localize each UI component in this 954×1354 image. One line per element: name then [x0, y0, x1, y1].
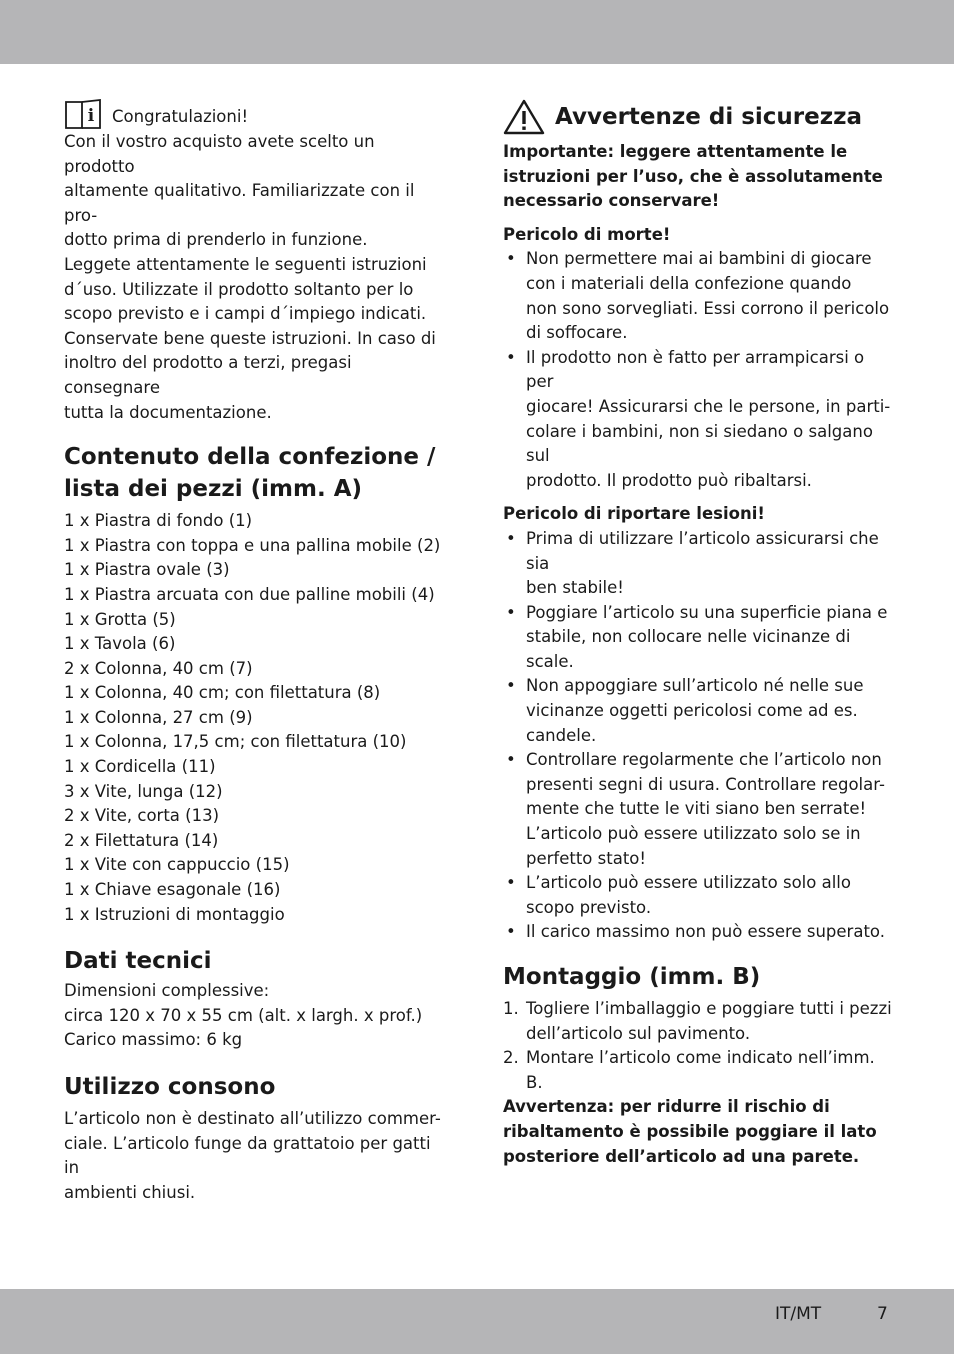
list-item-line: ben stabile! [526, 578, 624, 598]
assembly-heading: Montaggio (imm. B) [503, 964, 761, 990]
text-line: 2 x Vite, corta (13) [64, 806, 220, 826]
tech-text [64, 979, 444, 1053]
text-line: inoltro del prodotto a terzi, pregasi consegnare [64, 353, 352, 397]
list-item-line: presenti segni di usura. Controllare regolar- [526, 774, 885, 794]
text-line: 1 x Tavola (6) [64, 634, 176, 654]
text-line: istruzioni per l’uso, che è assolutamente [503, 166, 883, 186]
text-line: Leggete attentamente le seguenti istruzioni [64, 254, 427, 274]
text-line: necessario conservare! [503, 191, 720, 211]
list-item-line: • Poggiare l’articolo su una superficie piana e [526, 602, 888, 622]
step-line: dell’articolo sul pavimento. [526, 1023, 751, 1043]
list-item-line: stabile, non collocare nelle vicinanze di scale. [526, 627, 851, 671]
step-line: Togliere l’imballaggio e poggiare tutti i pezzi [526, 999, 892, 1018]
text-line: 1 x Piastra con toppa e una pallina mobile (2) [64, 535, 441, 555]
text-line: 1 x Istruzioni di montaggio [64, 904, 285, 924]
text-line: 1 x Piastra di fondo (1) [64, 511, 253, 531]
danger-heading: Pericolo di morte! [503, 224, 671, 244]
important-note [503, 140, 895, 214]
list-item-line: scopo previsto. [526, 897, 652, 917]
list-item [503, 674, 895, 748]
page-number: 7 [877, 1304, 888, 1324]
list-item-line: vicinanze oggetti pericolosi come ad es. [526, 701, 858, 721]
text-line: Carico massimo: 6 kg [64, 1030, 243, 1050]
intro-header [64, 96, 444, 130]
text-line: 3 x Vite, lunga (12) [64, 781, 223, 801]
list-item-line: colare i bambini, non si siedano o salgano sul [526, 421, 873, 466]
footer-language: IT/MT [775, 1304, 822, 1324]
text-line: tutta la documentazione. [64, 402, 272, 422]
text-line: 1 x Cordicella (11) [64, 757, 216, 777]
text-line: 1 x Grotta (5) [64, 609, 176, 629]
header-band [0, 0, 954, 64]
injury-list [503, 527, 895, 945]
step-line: Montare l’articolo come indicato nell’imm. B. [526, 1048, 875, 1092]
text-line: Dimensioni complessive: [64, 981, 270, 1001]
text-line: altamente qualitativo. Familiarizzate con il pro- [64, 181, 415, 225]
list-item-line: L’articolo può essere utilizzato solo se in [526, 824, 861, 844]
text-line: 1 x Vite con cappuccio (15) [64, 855, 290, 875]
text-line: posteriore dell’articolo ad una parete. [503, 1146, 860, 1166]
step-number: 2. [503, 1048, 519, 1068]
list-item-line: giocare! Assicurarsi che le persone, in parti- [526, 396, 891, 416]
contents-list [64, 509, 444, 927]
text-line: 1 x Colonna, 27 cm (9) [64, 707, 253, 727]
list-item [503, 601, 895, 675]
list-item-line: perfetto stato! [526, 848, 647, 868]
text-line: ribaltamento è possibile poggiare il lato [503, 1121, 877, 1141]
text-line: ambienti chiusi. [64, 1182, 196, 1202]
text-line: 2 x Filettatura (14) [64, 830, 219, 850]
info-book-icon [64, 98, 102, 130]
warning-triangle-icon [503, 98, 545, 136]
text-line: Importante: leggere attentamente le [503, 142, 848, 161]
list-item-line: di soffocare. [526, 323, 628, 343]
text-line: dotto prima di prenderlo in funzione. [64, 230, 368, 250]
use-text [64, 1107, 444, 1205]
list-item [503, 920, 895, 945]
assembly-step [503, 1046, 895, 1095]
list-item-line: non sono sorvegliati. Essi corrono il pericolo [526, 298, 890, 318]
right-column [503, 94, 895, 1169]
step-number: 1. [503, 999, 519, 1018]
list-item-line: con i materiali della confezione quando [526, 273, 852, 293]
text-line: 1 x Colonna, 40 cm; con filettatura (8) [64, 683, 381, 703]
text-line: 1 x Piastra arcuata con due palline mobili (4) [64, 584, 435, 604]
list-item-line: • Il carico massimo non può essere superato. [526, 922, 885, 942]
text-line: 1 x Piastra ovale (3) [64, 560, 230, 580]
list-item-line: prodotto. Il prodotto può ribaltarsi. [526, 470, 812, 490]
list-item [503, 871, 895, 920]
list-item [503, 247, 895, 345]
list-item [503, 748, 895, 871]
tech-heading: Dati tecnici [64, 948, 212, 975]
left-column [64, 96, 444, 1205]
text-line: 1 x Colonna, 17,5 cm; con filettatura (10) [64, 732, 407, 752]
list-item [503, 346, 895, 494]
text-line: ciale. L’articolo funge da grattatoio per gatti in [64, 1133, 431, 1178]
list-item [503, 527, 895, 601]
list-item-line: • Non permettere mai ai bambini di giocare [526, 249, 872, 269]
contents-heading: Contenuto della confezione / lista dei pezzi (imm. A) [64, 444, 436, 503]
injury-heading: Pericolo di riportare lesioni! [503, 504, 765, 524]
list-item-line: • Controllare regolarmente che l’articolo non [526, 750, 882, 770]
intro-text [64, 130, 444, 425]
list-item-line: mente che tutte le viti siano ben serrate! [526, 799, 867, 819]
list-item-line: • Prima di utilizzare l’articolo assicurarsi che sia [526, 528, 879, 573]
text-line: 2 x Colonna, 40 cm (7) [64, 658, 253, 678]
safety-heading: Avvertenze di sicurezza [555, 104, 863, 130]
text-line: Conservate bene queste istruzioni. In caso di [64, 328, 436, 348]
danger-list [503, 247, 895, 493]
text-line: d´uso. Utilizzate il prodotto soltanto per lo [64, 279, 414, 299]
svg-text:i: i [87, 106, 95, 126]
list-item-line: • Non appoggiare sull’articolo né nelle sue [526, 676, 864, 696]
text-line: scopo previsto e i campi d´impiego indicati. [64, 304, 427, 324]
use-heading: Utilizzo consono [64, 1074, 276, 1100]
text-line: circa 120 x 70 x 55 cm (alt. x largh. x prof.) [64, 1005, 423, 1025]
safety-header [503, 94, 895, 140]
text-line: Avvertenza: per ridurre il rischio di [503, 1097, 830, 1117]
assembly-warning [503, 1095, 895, 1169]
list-item-line: • L’articolo può essere utilizzato solo allo [526, 873, 851, 893]
assembly-step [503, 997, 895, 1046]
text-line: 1 x Chiave esagonale (16) [64, 880, 281, 900]
list-item-line: candele. [526, 725, 597, 745]
text-line: Con il vostro acquisto avete scelto un prodotto [64, 132, 375, 176]
intro-title: Congratulazioni! [112, 107, 249, 127]
assembly-steps [503, 997, 895, 1095]
list-item-line: • Il prodotto non è fatto per arrampicarsi o per [526, 347, 865, 392]
text-line: L’articolo non è destinato all’utilizzo commer- [64, 1109, 441, 1128]
